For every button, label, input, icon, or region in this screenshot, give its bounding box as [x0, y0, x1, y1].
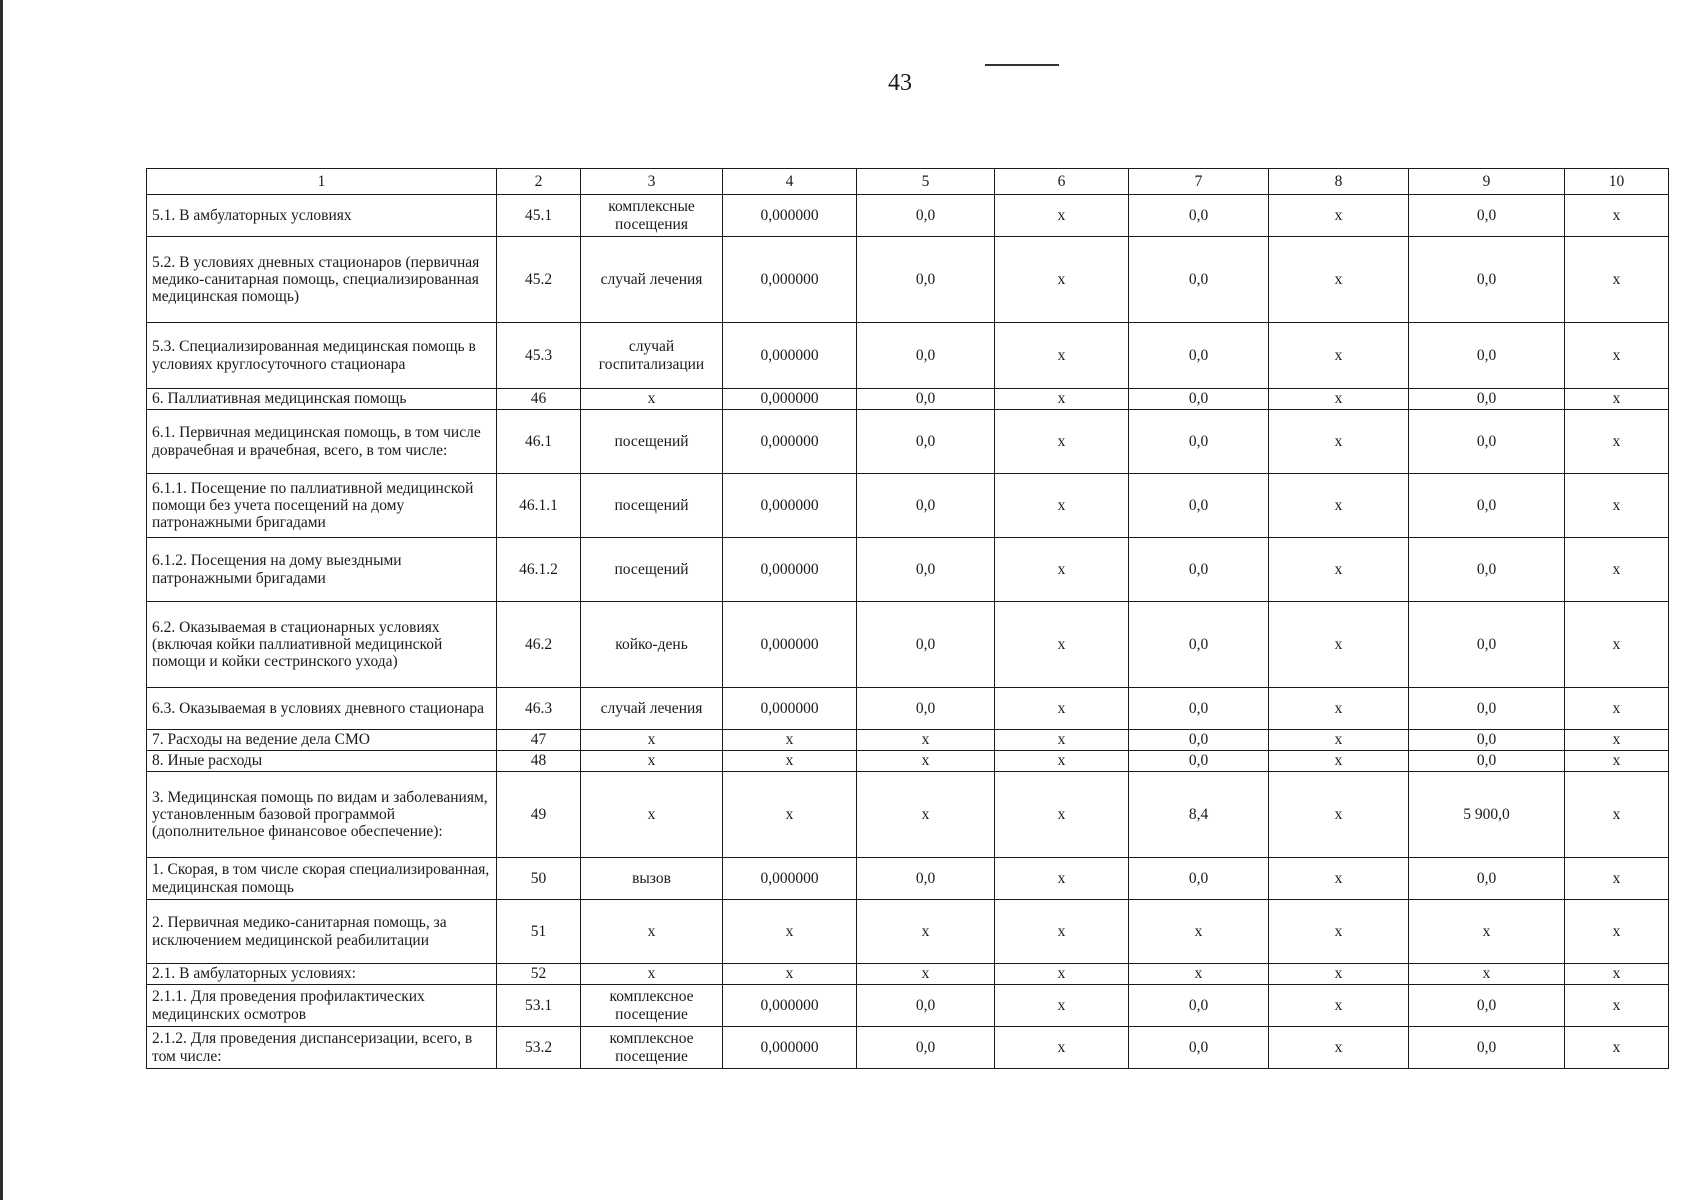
table-cell: х — [995, 730, 1129, 751]
table-cell: х — [723, 751, 857, 772]
table-row — [147, 237, 1669, 323]
column-header: 3 — [581, 169, 723, 195]
column-header: 4 — [723, 169, 857, 195]
table-cell: 0,0 — [1129, 410, 1269, 474]
table-cell: х — [1565, 858, 1669, 900]
table-cell: 0,000000 — [723, 858, 857, 900]
table-row — [147, 900, 1669, 964]
table-cell: х — [857, 900, 995, 964]
table-cell: 0,0 — [1129, 195, 1269, 237]
table-cell: 0,0 — [1129, 858, 1269, 900]
row-label-cell: 3. Медицинская помощь по видам и заболеваниям, установленным базовой программой (дополнительное финансовое обеспечение): — [147, 772, 497, 858]
table-cell: 0,0 — [857, 389, 995, 410]
table-cell: х — [1565, 538, 1669, 602]
table-cell: 0,0 — [1409, 751, 1565, 772]
table-cell: 46.3 — [497, 688, 581, 730]
table-cell: 46 — [497, 389, 581, 410]
table-cell: койко-день — [581, 602, 723, 688]
table-row — [147, 985, 1669, 1027]
table-cell: х — [1565, 237, 1669, 323]
table-row — [147, 751, 1669, 772]
table-cell: х — [995, 772, 1129, 858]
table-cell: 46.1.2 — [497, 538, 581, 602]
table-cell: х — [995, 195, 1129, 237]
row-label-cell: 8. Иные расходы — [147, 751, 497, 772]
table-row — [147, 772, 1669, 858]
row-label-cell: 7. Расходы на ведение дела СМО — [147, 730, 497, 751]
table-cell: 0,0 — [857, 195, 995, 237]
table-cell: х — [1269, 237, 1409, 323]
table-cell: 0,0 — [1409, 538, 1565, 602]
table-cell: х — [1565, 985, 1669, 1027]
table-cell: х — [1565, 323, 1669, 389]
table-body — [147, 169, 1669, 1069]
table-cell: х — [1269, 688, 1409, 730]
table-cell: 0,0 — [1129, 323, 1269, 389]
column-header: 7 — [1129, 169, 1269, 195]
table-cell: х — [995, 410, 1129, 474]
table-cell: 0,0 — [1409, 410, 1565, 474]
table-cell: 0,0 — [1129, 985, 1269, 1027]
table-cell: 45.1 — [497, 195, 581, 237]
scan-edge — [0, 0, 3, 1200]
column-header: 5 — [857, 169, 995, 195]
table-row — [147, 1027, 1669, 1069]
table-row — [147, 474, 1669, 538]
page-number: 43 — [888, 70, 912, 96]
table-cell: х — [1565, 772, 1669, 858]
table-cell: 45.3 — [497, 323, 581, 389]
row-label-cell: 1. Скорая, в том числе скорая специализированная, медицинская помощь — [147, 858, 497, 900]
table-cell: 46.2 — [497, 602, 581, 688]
table-cell: 0,0 — [1409, 389, 1565, 410]
table-cell: х — [995, 985, 1129, 1027]
table-cell: случай лечения — [581, 237, 723, 323]
table-cell: 5 900,0 — [1409, 772, 1565, 858]
table-cell: 0,0 — [857, 323, 995, 389]
table-row — [147, 195, 1669, 237]
table-cell: 46.1 — [497, 410, 581, 474]
table-cell: х — [1129, 900, 1269, 964]
table-cell: 0,0 — [1409, 474, 1565, 538]
table-cell: х — [995, 858, 1129, 900]
table-cell: х — [857, 964, 995, 985]
table-cell: х — [1269, 858, 1409, 900]
table-cell: 52 — [497, 964, 581, 985]
table-row — [147, 858, 1669, 900]
row-label-cell: 6. Паллиативная медицинская помощь — [147, 389, 497, 410]
table-cell: 0,0 — [857, 985, 995, 1027]
table-cell: 53.1 — [497, 985, 581, 1027]
table-cell: х — [723, 964, 857, 985]
table-cell: х — [1269, 538, 1409, 602]
table-cell: х — [1565, 900, 1669, 964]
row-label-cell: 6.1.1. Посещение по паллиативной медицинской помощи без учета посещений на дому патронажными бригадами — [147, 474, 497, 538]
column-header: 6 — [995, 169, 1129, 195]
table-cell: 0,0 — [857, 688, 995, 730]
table-cell: 49 — [497, 772, 581, 858]
table-cell: 0,000000 — [723, 410, 857, 474]
table-cell: комплексные посещения — [581, 195, 723, 237]
row-label-cell: 6.3. Оказываемая в условиях дневного стационара — [147, 688, 497, 730]
table-row — [147, 389, 1669, 410]
table-cell: 0,0 — [1409, 195, 1565, 237]
table-cell: 0,0 — [1129, 751, 1269, 772]
table-cell: х — [995, 1027, 1129, 1069]
table-cell: посещений — [581, 538, 723, 602]
table-cell: х — [723, 772, 857, 858]
table-cell: х — [995, 538, 1129, 602]
table-cell: 0,0 — [1409, 602, 1565, 688]
table-cell: х — [1565, 410, 1669, 474]
table-cell: 0,0 — [1409, 688, 1565, 730]
table-cell: посещений — [581, 474, 723, 538]
table-cell: х — [995, 323, 1129, 389]
table-row — [147, 602, 1669, 688]
table-cell: 0,000000 — [723, 985, 857, 1027]
table-cell: 0,000000 — [723, 1027, 857, 1069]
table-cell: х — [1565, 688, 1669, 730]
row-label-cell: 2.1. В амбулаторных условиях: — [147, 964, 497, 985]
column-header: 2 — [497, 169, 581, 195]
table-cell: 0,0 — [1129, 730, 1269, 751]
table-cell: 0,0 — [1129, 538, 1269, 602]
table-cell: х — [723, 900, 857, 964]
table-cell: х — [1409, 900, 1565, 964]
table-cell: х — [581, 730, 723, 751]
table-container — [146, 168, 1668, 1069]
table-cell: 0,0 — [1129, 237, 1269, 323]
column-header: 9 — [1409, 169, 1565, 195]
table-cell: 0,0 — [857, 858, 995, 900]
table-row — [147, 323, 1669, 389]
table-row — [147, 538, 1669, 602]
table-cell: 45.2 — [497, 237, 581, 323]
table-cell: 51 — [497, 900, 581, 964]
table-cell: комплексное посещение — [581, 985, 723, 1027]
table-cell: х — [1269, 474, 1409, 538]
table-cell: х — [995, 602, 1129, 688]
table-cell: 8,4 — [1129, 772, 1269, 858]
column-header: 8 — [1269, 169, 1409, 195]
table-cell: случай госпитализации — [581, 323, 723, 389]
table-cell: 0,000000 — [723, 389, 857, 410]
row-label-cell: 2.1.1. Для проведения профилактических медицинских осмотров — [147, 985, 497, 1027]
column-header: 10 — [1565, 169, 1669, 195]
table-cell: х — [1565, 730, 1669, 751]
table-cell: комплексное посещение — [581, 1027, 723, 1069]
table-cell: 0,0 — [857, 538, 995, 602]
table-cell: вызов — [581, 858, 723, 900]
table-cell: х — [1269, 751, 1409, 772]
row-label-cell: 2. Первичная медико-санитарная помощь, за исключением медицинской реабилитации — [147, 900, 497, 964]
table-cell: х — [1269, 730, 1409, 751]
table-cell: 0,0 — [1129, 474, 1269, 538]
table-cell: 0,0 — [1129, 602, 1269, 688]
table-row — [147, 964, 1669, 985]
table-row — [147, 730, 1669, 751]
table-cell: 0,0 — [857, 237, 995, 323]
row-label-cell: 6.2. Оказываемая в стационарных условиях (включая койки паллиативной медицинской помощи и койки сестринского ухода) — [147, 602, 497, 688]
table-cell: 0,0 — [857, 602, 995, 688]
table-cell: 50 — [497, 858, 581, 900]
table-cell: 53.2 — [497, 1027, 581, 1069]
table-cell: х — [995, 900, 1129, 964]
table-cell: х — [857, 772, 995, 858]
table-cell: х — [1269, 389, 1409, 410]
table-cell: 0,0 — [1409, 323, 1565, 389]
table-cell: 0,000000 — [723, 602, 857, 688]
row-label-cell: 2.1.2. Для проведения диспансеризации, всего, в том числе: — [147, 1027, 497, 1069]
table-cell: х — [1269, 985, 1409, 1027]
table-cell: х — [1129, 964, 1269, 985]
table-cell: х — [1269, 1027, 1409, 1069]
table-cell: х — [1565, 389, 1669, 410]
table-cell: 0,0 — [857, 1027, 995, 1069]
table-cell: х — [995, 237, 1129, 323]
table-cell: х — [995, 688, 1129, 730]
table-cell: х — [1409, 964, 1565, 985]
table-cell: х — [1269, 900, 1409, 964]
table-cell: х — [1269, 323, 1409, 389]
table-cell: 47 — [497, 730, 581, 751]
table-cell: х — [581, 751, 723, 772]
table-cell: х — [1565, 195, 1669, 237]
table-cell: 0,0 — [1409, 858, 1565, 900]
row-label-cell: 5.2. В условиях дневных стационаров (первичная медико-санитарная помощь, специализированная медицинская помощь) — [147, 237, 497, 323]
table-cell: х — [995, 751, 1129, 772]
table-cell: х — [581, 964, 723, 985]
table-row — [147, 688, 1669, 730]
table-cell: х — [995, 474, 1129, 538]
table-cell: 0,0 — [1409, 730, 1565, 751]
row-label-cell: 6.1.2. Посещения на дому выездными патронажными бригадами — [147, 538, 497, 602]
table-cell: 0,000000 — [723, 195, 857, 237]
table-cell: х — [581, 389, 723, 410]
table-cell: 48 — [497, 751, 581, 772]
table-row — [147, 410, 1669, 474]
table-cell: х — [1269, 772, 1409, 858]
table-cell: посещений — [581, 410, 723, 474]
table-cell: 0,0 — [1409, 985, 1565, 1027]
table-cell: х — [1565, 751, 1669, 772]
table-cell: случай лечения — [581, 688, 723, 730]
table-cell: 0,000000 — [723, 688, 857, 730]
table-cell: х — [1269, 410, 1409, 474]
table-cell: 0,0 — [1129, 688, 1269, 730]
table-cell: х — [1565, 964, 1669, 985]
table-cell: 0,0 — [857, 410, 995, 474]
row-label-cell: 5.1. В амбулаторных условиях — [147, 195, 497, 237]
table-cell: х — [1565, 1027, 1669, 1069]
table-cell: 46.1.1 — [497, 474, 581, 538]
table-cell: 0,000000 — [723, 538, 857, 602]
table-cell: х — [581, 772, 723, 858]
column-header: 1 — [147, 169, 497, 195]
table-cell: х — [857, 730, 995, 751]
table-cell: 0,0 — [1409, 1027, 1565, 1069]
table-cell: х — [581, 900, 723, 964]
table-cell: 0,0 — [1129, 389, 1269, 410]
table-cell: х — [1269, 195, 1409, 237]
table-cell: х — [723, 730, 857, 751]
table-cell: х — [1269, 602, 1409, 688]
table-cell: 0,000000 — [723, 237, 857, 323]
table-cell: 0,0 — [857, 474, 995, 538]
table-cell: 0,0 — [1409, 237, 1565, 323]
table-cell: х — [1565, 602, 1669, 688]
scan-mark — [985, 64, 1059, 66]
row-label-cell: 5.3. Специализированная медицинская помощь в условиях круглосуточного стационара — [147, 323, 497, 389]
row-label-cell: 6.1. Первичная медицинская помощь, в том числе доврачебная и врачебная, всего, в том числе: — [147, 410, 497, 474]
table-cell: х — [857, 751, 995, 772]
table-cell: х — [1565, 474, 1669, 538]
table-header-row — [147, 169, 1669, 195]
data-table — [146, 168, 1669, 1069]
table-cell: х — [995, 389, 1129, 410]
table-cell: 0,000000 — [723, 474, 857, 538]
table-cell: 0,0 — [1129, 1027, 1269, 1069]
table-cell: х — [1269, 964, 1409, 985]
table-cell: 0,000000 — [723, 323, 857, 389]
table-cell: х — [995, 964, 1129, 985]
